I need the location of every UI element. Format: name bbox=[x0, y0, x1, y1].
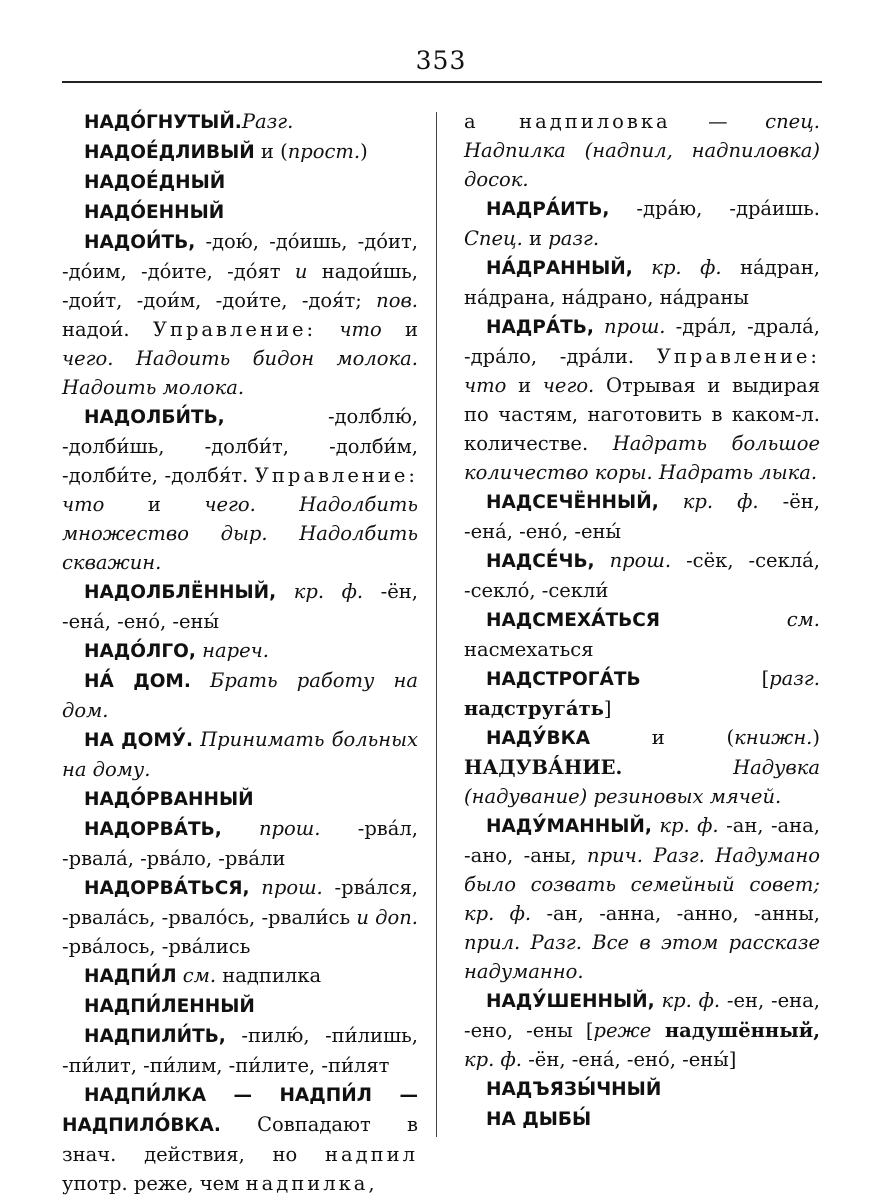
entry-text: Совпадают в знач. действия, но bbox=[62, 1113, 418, 1166]
dictionary-entry bbox=[464, 723, 820, 811]
dictionary-entry bbox=[62, 814, 418, 873]
column-divider bbox=[436, 112, 437, 1137]
entry-headword: НАДО́РВАННЫЙ bbox=[84, 789, 254, 810]
entry-text: -рва́л, -рвала́, -рва́ло, -рва́ли bbox=[62, 817, 418, 870]
entry-text: надпилка bbox=[216, 964, 322, 987]
entry-text: -долблю́, -долби́шь, -долби́т, -долби́м, -долби́те, -долбя́т. bbox=[62, 405, 418, 487]
entry-note: Брать работу на дом. bbox=[62, 669, 418, 722]
entry-headword: НАДОИ́ТЬ, bbox=[84, 232, 196, 253]
entry-headword: НАДОЛБИ́ТЬ, bbox=[84, 407, 225, 428]
entry-note: кр. ф. bbox=[464, 902, 532, 925]
dictionary-entry bbox=[62, 167, 418, 197]
entry-headword: НАДО́ЛГО, bbox=[84, 641, 196, 662]
entry-note: что bbox=[316, 318, 382, 341]
entry-headword: НАДПИ́Л bbox=[84, 966, 177, 987]
entry-text: -ён, -ена́, -ено́, -ены́ bbox=[62, 580, 419, 633]
dictionary-entry bbox=[62, 991, 418, 1021]
entry-headword: НАДПИ́ЛКА — НАДПИ́Л — НАДПИЛО́ВКА. bbox=[62, 1085, 418, 1136]
entry-text: -дра́л, -драла́, -дра́ло, -дра́ли. bbox=[464, 315, 820, 368]
entry-note: чего. Надоить бидон молока. Надоить молока. bbox=[62, 347, 418, 399]
entry-text: и ( bbox=[254, 140, 288, 163]
dictionary-entry bbox=[62, 725, 418, 784]
entry-text: употр. реже, чем bbox=[62, 1172, 246, 1195]
entry-note: кр. ф. bbox=[632, 256, 722, 279]
dictionary-entry bbox=[464, 312, 820, 487]
entry-text: ) bbox=[360, 140, 368, 163]
entry-text: Отрывая и выдирая по частям, наготовить в каком-л. количестве. bbox=[464, 374, 820, 455]
entry-text: и bbox=[506, 374, 543, 397]
dictionary-entry bbox=[62, 137, 418, 167]
entry-headword: НАДУВА́НИЕ. bbox=[464, 756, 623, 779]
entry-headword: НАДО́ЕННЫЙ bbox=[84, 202, 225, 223]
dictionary-entry bbox=[464, 986, 820, 1074]
entry-note: кр. ф. bbox=[654, 989, 721, 1012]
entry-note: кр. ф. bbox=[276, 580, 364, 603]
entry-headword: НА́ДРАННЫЙ, bbox=[486, 258, 633, 279]
entry-text: и bbox=[381, 318, 419, 341]
entry-headword: НАДПИЛИ́ТЬ, bbox=[84, 1026, 226, 1047]
entry-note: реже bbox=[593, 1019, 652, 1042]
entry-headword: НАДРА́ТЬ, bbox=[486, 317, 594, 338]
entry-text: -ан, -ана, -ано, -аны, bbox=[464, 814, 821, 867]
entry-headword: НАДЪЯЗЫ́ЧНЫЙ bbox=[486, 1079, 662, 1100]
dictionary-entry bbox=[62, 1080, 418, 1198]
dictionary-entry bbox=[464, 811, 820, 986]
entry-text: ] bbox=[603, 697, 612, 720]
entry-headword: НАДО́ГНУТЫЙ. bbox=[84, 112, 242, 133]
entry-note: Надрать большое количество коры. Надрать лыка. bbox=[464, 432, 820, 484]
entry-text: — bbox=[670, 110, 766, 133]
entry-spaced-text: Управление: bbox=[152, 318, 317, 341]
entry-headword: НАДОРВА́ТЬ, bbox=[84, 819, 222, 840]
entry-note: спец. Надпилка (надпил, надпиловка) досок. bbox=[464, 110, 820, 191]
entry-headword: НАДОЕ́ДЛИВЫЙ bbox=[84, 142, 255, 163]
dictionary-entry bbox=[464, 546, 820, 605]
entry-note: и bbox=[294, 260, 308, 283]
entry-note: Принимать больных на дому. bbox=[62, 728, 418, 781]
entry-headword: НА ДЫБЫ́ bbox=[486, 1109, 592, 1130]
dictionary-entry bbox=[464, 107, 820, 194]
entry-spaced-text: надпил bbox=[324, 1143, 418, 1166]
entry-note: чего. bbox=[542, 374, 595, 397]
entry-text: -дра́ю, -дра́ишь. bbox=[609, 197, 820, 220]
entry-headword: надструга́ть bbox=[464, 697, 604, 720]
entry-text: на́дран, на́драна, на́драно, на́драны bbox=[464, 256, 820, 309]
entry-note: нареч. bbox=[195, 639, 269, 662]
entry-note: и доп. bbox=[356, 906, 418, 929]
entry-text: -ён, -ена́, -ено́, -ены́ bbox=[464, 490, 820, 543]
entry-text: -пилю́, -пи́лишь, -пи́лит, -пи́лим, -пи́лите, -пи́лят bbox=[62, 1024, 418, 1077]
entry-note: разг. bbox=[548, 227, 600, 250]
entry-note: кр. ф. bbox=[464, 1048, 522, 1071]
dictionary-entry bbox=[464, 664, 820, 723]
entry-headword: НАДУ́ВКА bbox=[486, 728, 591, 749]
entry-note: что bbox=[62, 493, 105, 516]
entry-note: прош. bbox=[221, 817, 321, 840]
entry-note: Надувка (надувание) резиновых мячей. bbox=[464, 756, 820, 808]
entry-headword: НАДРА́ИТЬ, bbox=[486, 199, 610, 220]
page-number: 353 bbox=[415, 46, 467, 75]
entry-spaced-text: Управление: bbox=[254, 464, 418, 487]
entry-text: и bbox=[104, 493, 205, 516]
entry-note: прош. bbox=[593, 315, 666, 338]
entry-note: прич. Разг. Надумано было созвать семейный совет; bbox=[464, 844, 820, 896]
right-column bbox=[464, 107, 820, 1134]
dictionary-entry bbox=[62, 227, 418, 402]
dictionary-entry bbox=[62, 636, 418, 666]
entry-note: кр. ф. bbox=[651, 814, 719, 837]
entry-note: книжн. bbox=[734, 726, 813, 749]
dictionary-entry bbox=[62, 873, 418, 961]
entry-text: -дою́, -до́ишь, -до́ит, -до́им, -до́ите, -до́ят bbox=[62, 230, 418, 283]
entry-spaced-text: а надпиловка bbox=[464, 110, 671, 133]
entry-text: ) bbox=[812, 726, 820, 749]
entry-note: что bbox=[464, 374, 507, 397]
entry-text: и bbox=[522, 227, 549, 250]
entry-text: -рва́лся, -рвала́сь, -рвало́сь, -рвали́сь bbox=[62, 876, 418, 929]
entry-note: кр. ф. bbox=[658, 490, 759, 513]
entry-spaced-text: надпилка, bbox=[245, 1172, 378, 1195]
entry-note: см. bbox=[660, 608, 820, 631]
dictionary-entry bbox=[464, 1074, 820, 1104]
dictionary-entry bbox=[464, 487, 820, 546]
entry-text: -рва́лось, -рва́лись bbox=[62, 935, 251, 958]
entry-headword: НАДОЕ́ДНЫЙ bbox=[84, 172, 226, 193]
entry-headword: НАДСТРОГА́ТЬ bbox=[486, 669, 641, 690]
entry-headword: надушённый, bbox=[651, 1019, 821, 1042]
dictionary-entry bbox=[62, 784, 418, 814]
entry-headword: НАДСМЕХА́ТЬСЯ bbox=[486, 610, 661, 631]
entry-note: прост. bbox=[287, 140, 361, 163]
dictionary-entry bbox=[464, 253, 820, 312]
entry-text: надои́шь, -дои́т, -дои́м, -дои́те, -доя́т; bbox=[62, 260, 419, 312]
dictionary-entry bbox=[62, 1021, 418, 1080]
left-column bbox=[62, 107, 418, 1198]
entry-headword: НАДОРВА́ТЬСЯ, bbox=[84, 878, 250, 899]
entry-text: -ён, -ена́, -ено́, -ены́] bbox=[522, 1048, 737, 1071]
dictionary-entry bbox=[464, 605, 820, 664]
entry-note: чего. Надолбить множество дыр. Надолбить скважин. bbox=[62, 493, 418, 574]
entry-note: прил. Разг. Все в этом рассказе надуманно. bbox=[464, 931, 820, 983]
entry-headword: НАДПИ́ЛЕННЫЙ bbox=[84, 996, 255, 1017]
entry-text: -сёк, -секла́, -секло́, -секли́ bbox=[464, 549, 820, 602]
entry-headword: НАДУ́ШЕННЫЙ, bbox=[486, 991, 655, 1012]
entry-note: прош. bbox=[594, 549, 672, 572]
entry-note: разг. bbox=[769, 667, 820, 690]
entry-note: прош. bbox=[249, 876, 323, 899]
entry-spaced-text: Управление: bbox=[656, 345, 820, 368]
entry-headword: НА ДОМУ́. bbox=[84, 730, 194, 751]
dictionary-entry bbox=[62, 666, 418, 725]
entry-headword: НАДОЛБЛЁННЫЙ, bbox=[84, 582, 277, 603]
entry-headword: НАДСЕЧЁННЫЙ, bbox=[486, 492, 659, 513]
dictionary-entry bbox=[62, 961, 418, 991]
entry-headword: НА́ ДОМ. bbox=[84, 671, 191, 692]
dictionary-entry bbox=[62, 197, 418, 227]
dictionary-entry bbox=[62, 577, 418, 636]
entry-text: -ан, -анна, -анно, -анны, bbox=[531, 902, 820, 925]
entry-text: надои́. bbox=[62, 318, 153, 341]
dictionary-entry bbox=[464, 1104, 820, 1134]
entry-text: [ bbox=[640, 667, 770, 690]
header-rule bbox=[62, 81, 822, 83]
entry-text: -ен, -ена, -ено, -ены [ bbox=[464, 989, 821, 1042]
dictionary-entry bbox=[62, 107, 418, 137]
entry-text: и ( bbox=[590, 726, 735, 749]
entry-text: насмехаться bbox=[464, 638, 594, 661]
entry-headword: НАДУ́МАННЫЙ, bbox=[486, 816, 652, 837]
dictionary-entry bbox=[62, 402, 418, 577]
entry-headword: НАДСЕ́ЧЬ, bbox=[486, 551, 595, 572]
entry-note: пов. bbox=[376, 289, 418, 312]
dictionary-entry bbox=[464, 194, 820, 253]
entry-note: Разг. bbox=[241, 110, 294, 133]
entry-note: см. bbox=[176, 964, 217, 987]
entry-note: Спец. bbox=[464, 227, 523, 250]
